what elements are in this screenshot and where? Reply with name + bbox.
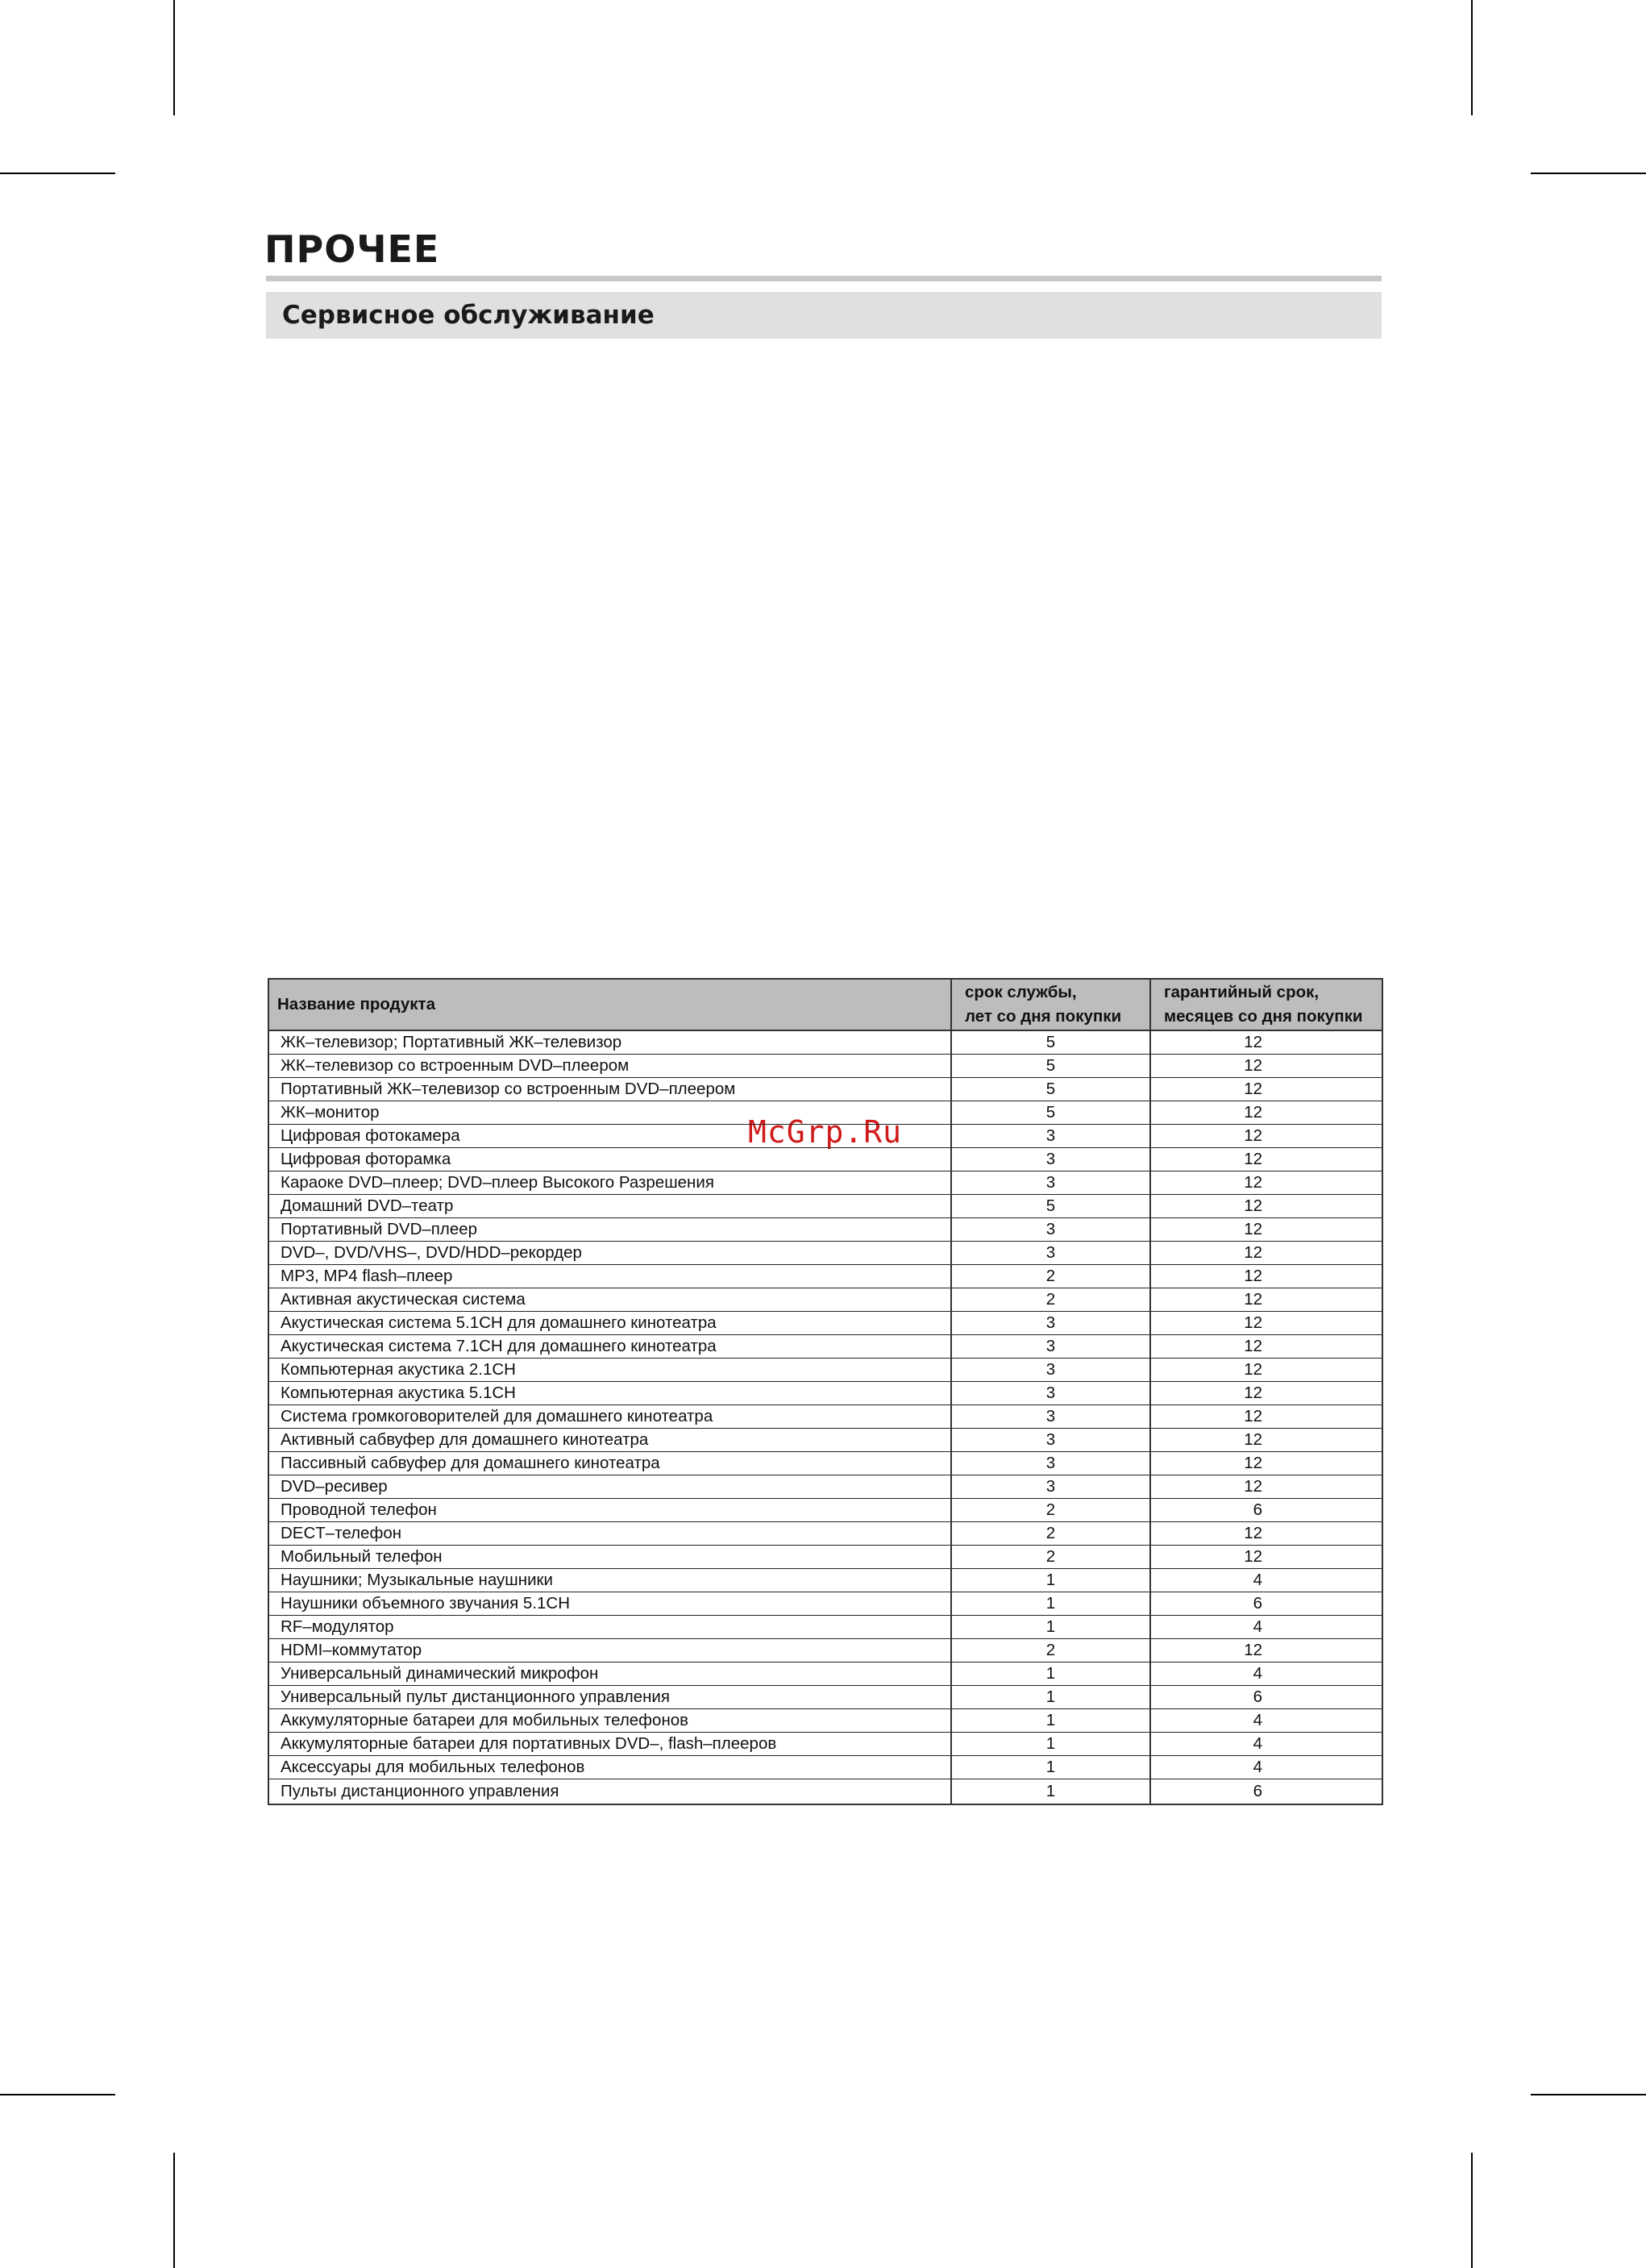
title-divider [266, 276, 1382, 281]
service-life-cell: 2 [951, 1639, 1150, 1663]
crop-mark-top-right-vertical [1471, 0, 1473, 115]
service-life-cell: 3 [951, 1359, 1150, 1382]
service-life-cell: 1 [951, 1592, 1150, 1616]
warranty-cell: 6 [1150, 1499, 1382, 1522]
warranty-cell: 12 [1150, 1218, 1382, 1242]
warranty-cell: 12 [1150, 1148, 1382, 1171]
table-row [268, 1569, 1382, 1592]
warranty-cell: 4 [1150, 1756, 1382, 1779]
header-warranty-line-2: месяцев со дня покупки [1164, 1007, 1363, 1026]
service-life-cell: 2 [951, 1522, 1150, 1546]
product-name-cell: Акустическая система 5.1CH для домашнего кинотеатра [268, 1312, 951, 1335]
service-life-cell: 1 [951, 1733, 1150, 1756]
warranty-cell: 12 [1150, 1030, 1382, 1055]
product-name-cell: Домашний DVD–театр [268, 1195, 951, 1218]
warranty-cell: 12 [1150, 1335, 1382, 1359]
service-life-cell: 3 [951, 1218, 1150, 1242]
crop-mark-bottom-right-vertical [1471, 2153, 1473, 2268]
warranty-cell: 4 [1150, 1616, 1382, 1639]
warranty-cell: 12 [1150, 1265, 1382, 1288]
table-row [268, 1639, 1382, 1663]
product-name-cell: Компьютерная акустика 5.1CH [268, 1382, 951, 1405]
table-row [268, 1499, 1382, 1522]
table-row [268, 1663, 1382, 1686]
warranty-cell: 12 [1150, 1522, 1382, 1546]
product-name-cell: Цифровая фоторамка [268, 1148, 951, 1171]
product-name-cell: Цифровая фотокамера [268, 1125, 951, 1148]
warranty-cell: 12 [1150, 1101, 1382, 1125]
table-row [268, 1335, 1382, 1359]
service-life-cell: 3 [951, 1125, 1150, 1148]
service-life-cell: 1 [951, 1779, 1150, 1805]
product-name-cell: RF–модулятор [268, 1616, 951, 1639]
service-life-cell: 1 [951, 1616, 1150, 1639]
warranty-cell: 4 [1150, 1569, 1382, 1592]
warranty-cell: 12 [1150, 1125, 1382, 1148]
crop-mark-top-right-horizontal [1531, 173, 1646, 174]
product-name-cell: ЖК–телевизор со встроенным DVD–плеером [268, 1055, 951, 1078]
product-name-cell: DVD–ресивер [268, 1475, 951, 1499]
table-row [268, 1452, 1382, 1475]
service-life-cell: 5 [951, 1055, 1150, 1078]
service-life-cell: 2 [951, 1288, 1150, 1312]
table-row [268, 1359, 1382, 1382]
table-row [268, 1686, 1382, 1709]
table-row [268, 1148, 1382, 1171]
table-row [268, 1195, 1382, 1218]
warranty-cell: 6 [1150, 1686, 1382, 1709]
product-name-cell: Проводной телефон [268, 1499, 951, 1522]
table-row [268, 1288, 1382, 1312]
warranty-cell: 12 [1150, 1452, 1382, 1475]
product-name-cell: Универсальный динамический микрофон [268, 1663, 951, 1686]
warranty-cell: 12 [1150, 1359, 1382, 1382]
service-life-cell: 2 [951, 1499, 1150, 1522]
warranty-cell: 12 [1150, 1546, 1382, 1569]
warranty-cell: 12 [1150, 1055, 1382, 1078]
subsection-title: Сервисное обслуживание [282, 301, 655, 330]
product-name-cell: ЖК–телевизор; Портативный ЖК–телевизор [268, 1030, 951, 1055]
product-name-cell: Портативный ЖК–телевизор со встроенным DVD–плеером [268, 1078, 951, 1101]
warranty-cell: 12 [1150, 1639, 1382, 1663]
service-life-cell: 3 [951, 1382, 1150, 1405]
service-life-cell: 5 [951, 1078, 1150, 1101]
crop-mark-bottom-left-horizontal [0, 2094, 115, 2095]
product-name-cell: Мобильный телефон [268, 1546, 951, 1569]
product-name-cell: Наушники объемного звучания 5.1CH [268, 1592, 951, 1616]
product-name-cell: Портативный DVD–плеер [268, 1218, 951, 1242]
watermark-text: McGrp.Ru [748, 1114, 903, 1150]
product-name-cell: Система громкоговорителей для домашнего кинотеатра [268, 1405, 951, 1429]
product-name-cell: Активный сабвуфер для домашнего кинотеатра [268, 1429, 951, 1452]
table-row [268, 1405, 1382, 1429]
warranty-cell: 4 [1150, 1663, 1382, 1686]
warranty-cell: 6 [1150, 1779, 1382, 1805]
service-life-cell: 5 [951, 1030, 1150, 1055]
warranty-cell: 4 [1150, 1733, 1382, 1756]
service-life-cell: 3 [951, 1171, 1150, 1195]
header-warranty [1150, 979, 1382, 1030]
table-row [268, 1218, 1382, 1242]
crop-mark-bottom-right-horizontal [1531, 2094, 1646, 2095]
table-row [268, 1125, 1382, 1148]
service-life-cell: 3 [951, 1242, 1150, 1265]
header-service-life-line-1: срок службы, [965, 983, 1077, 1001]
service-life-cell: 3 [951, 1312, 1150, 1335]
service-life-cell: 2 [951, 1265, 1150, 1288]
table-row [268, 1382, 1382, 1405]
service-life-cell: 1 [951, 1756, 1150, 1779]
product-name-cell: Аккумуляторные батареи для портативных DVD–, flash–плееров [268, 1733, 951, 1756]
header-product-name: Название продукта [268, 979, 951, 1030]
table-row [268, 1709, 1382, 1733]
service-life-cell: 5 [951, 1101, 1150, 1125]
product-name-cell: Компьютерная акустика 2.1CH [268, 1359, 951, 1382]
product-name-cell: ЖК–монитор [268, 1101, 951, 1125]
table-row [268, 1592, 1382, 1616]
warranty-cell: 4 [1150, 1709, 1382, 1733]
service-life-cell: 1 [951, 1663, 1150, 1686]
service-life-table [268, 978, 1383, 1805]
warranty-cell: 12 [1150, 1312, 1382, 1335]
service-life-cell: 3 [951, 1429, 1150, 1452]
table-row [268, 1101, 1382, 1125]
service-life-cell: 3 [951, 1452, 1150, 1475]
service-life-cell: 1 [951, 1709, 1150, 1733]
product-name-cell: Аккумуляторные батареи для мобильных телефонов [268, 1709, 951, 1733]
product-name-cell: Аксессуары для мобильных телефонов [268, 1756, 951, 1779]
service-life-cell: 3 [951, 1475, 1150, 1499]
header-warranty-line-1: гарантийный срок, [1164, 983, 1320, 1001]
warranty-cell: 12 [1150, 1429, 1382, 1452]
header-service-life-line-2: лет со дня покупки [965, 1007, 1122, 1026]
table-row [268, 1030, 1382, 1055]
crop-mark-top-left-vertical [173, 0, 175, 115]
table-row [268, 1616, 1382, 1639]
service-life-cell: 5 [951, 1195, 1150, 1218]
header-service-life [951, 979, 1150, 1030]
service-life-cell: 3 [951, 1335, 1150, 1359]
service-life-cell: 1 [951, 1569, 1150, 1592]
table-row [268, 1055, 1382, 1078]
product-name-cell: Пассивный сабвуфер для домашнего кинотеатра [268, 1452, 951, 1475]
crop-mark-bottom-left-vertical [173, 2153, 175, 2268]
warranty-cell: 12 [1150, 1195, 1382, 1218]
warranty-cell: 12 [1150, 1242, 1382, 1265]
product-name-cell: DVD–, DVD/VHS–, DVD/HDD–рекордер [268, 1242, 951, 1265]
product-name-cell: Наушники; Музыкальные наушники [268, 1569, 951, 1592]
table-row [268, 1429, 1382, 1452]
table-row [268, 1171, 1382, 1195]
service-life-cell: 3 [951, 1405, 1150, 1429]
table-row [268, 1522, 1382, 1546]
product-name-cell: Караоке DVD–плеер; DVD–плеер Высокого Разрешения [268, 1171, 951, 1195]
table-row [268, 1779, 1382, 1805]
table-row [268, 1242, 1382, 1265]
product-name-cell: Активная акустическая система [268, 1288, 951, 1312]
product-name-cell: DECT–телефон [268, 1522, 951, 1546]
subsection-header [266, 292, 1382, 339]
warranty-cell: 12 [1150, 1288, 1382, 1312]
product-name-cell: MP3, MP4 flash–плеер [268, 1265, 951, 1288]
table-row [268, 1546, 1382, 1569]
warranty-cell: 12 [1150, 1382, 1382, 1405]
product-name-cell: Акустическая система 7.1CH для домашнего кинотеатра [268, 1335, 951, 1359]
warranty-cell: 12 [1150, 1475, 1382, 1499]
table-header-row [268, 979, 1382, 1030]
warranty-cell: 6 [1150, 1592, 1382, 1616]
section-title: ПРОЧЕЕ [264, 227, 440, 271]
product-name-cell: Пульты дистанционного управления [268, 1779, 951, 1805]
table-row [268, 1078, 1382, 1101]
product-name-cell: Универсальный пульт дистанционного управления [268, 1686, 951, 1709]
crop-mark-top-left-horizontal [0, 173, 115, 174]
table-row [268, 1756, 1382, 1779]
warranty-cell: 12 [1150, 1171, 1382, 1195]
service-life-cell: 3 [951, 1148, 1150, 1171]
service-life-cell: 1 [951, 1686, 1150, 1709]
table-row [268, 1733, 1382, 1756]
warranty-cell: 12 [1150, 1078, 1382, 1101]
table-row [268, 1265, 1382, 1288]
table-row [268, 1312, 1382, 1335]
service-life-cell: 2 [951, 1546, 1150, 1569]
product-name-cell: HDMI–коммутатор [268, 1639, 951, 1663]
warranty-cell: 12 [1150, 1405, 1382, 1429]
table-row [268, 1475, 1382, 1499]
